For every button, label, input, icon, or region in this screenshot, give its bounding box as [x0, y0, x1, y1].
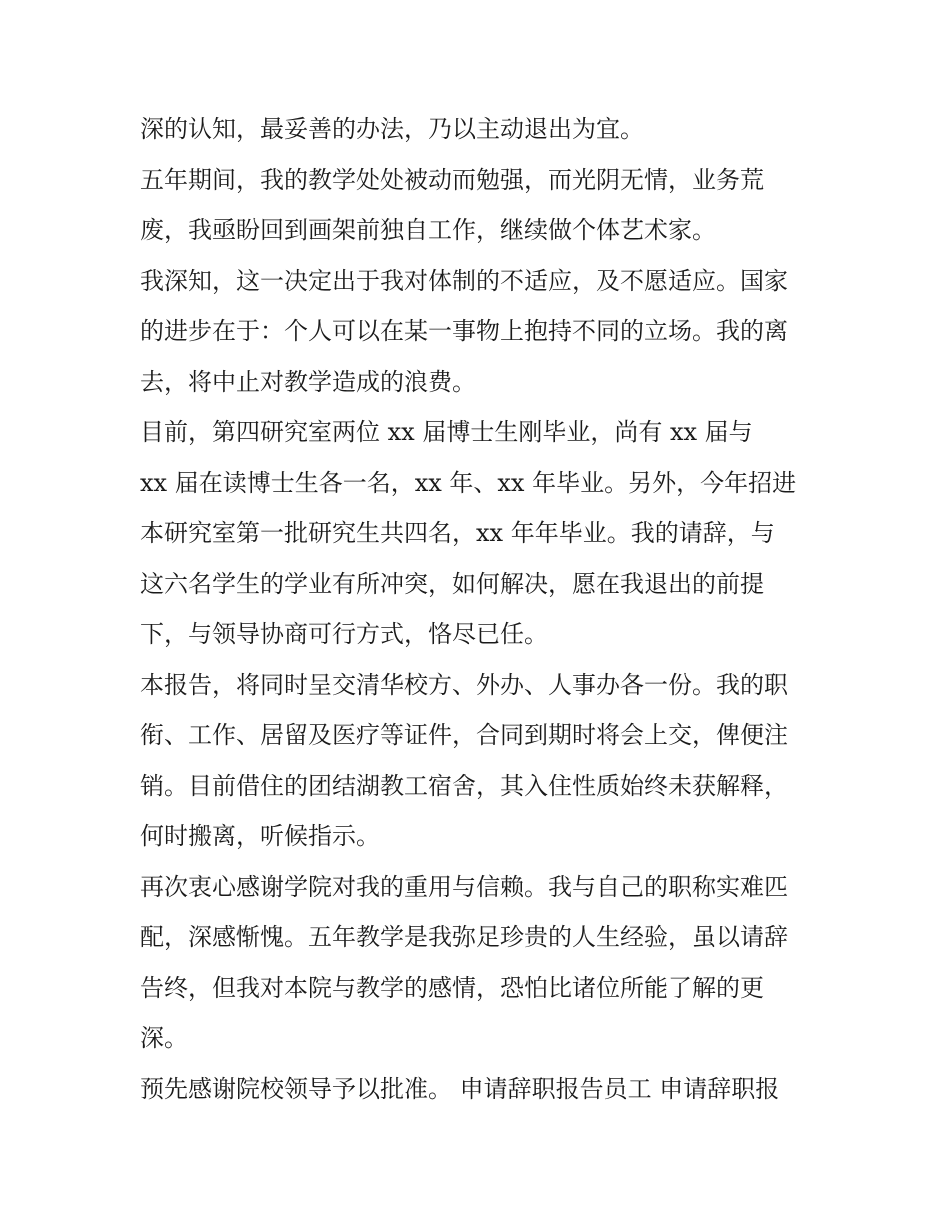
text-line: 何时搬离，听候指示。	[140, 822, 380, 850]
document-body	[140, 104, 820, 1114]
text-line: 目前，第四研究室两位 xx 届博士生刚毕业，尚有 xx 届与	[140, 418, 753, 446]
text-line: 深。	[140, 1024, 188, 1052]
text-line: 再次衷心感谢学院对我的重用与信赖。我与自己的职称实难匹	[140, 872, 788, 901]
text-line: 废，我亟盼回到画架前独自工作，继续做个体艺术家。	[140, 216, 716, 244]
text-line: 销。目前借住的团结湖教工宿舍，其入住性质始终未获解释，	[140, 771, 788, 800]
text-line: 配，深感惭愧。五年教学是我弥足珍贵的人生经验，虽以请辞	[140, 923, 788, 951]
text-line: xx 届在读博士生各一名，xx 年、xx 年毕业。另外，今年招进	[140, 468, 797, 497]
text-line: 深的认知，最妥善的办法，乃以主动退出为宜。	[140, 115, 644, 143]
text-line: 去，将中止对教学造成的浪费。	[140, 367, 476, 396]
text-line: 下，与领导协商可行方式，恪尽已任。	[140, 620, 548, 648]
text-line: 衔、工作、居留及医疗等证件，合同到期时将会上交，俾便注	[140, 721, 788, 749]
text-line: 预先感谢院校领导予以批准。 申请辞职报告员工 申请辞职报	[140, 1074, 780, 1103]
text-line: 这六名学生的学业有所冲突，如何解决，愿在我退出的前提	[140, 569, 764, 598]
text-line: 本研究室第一批研究生共四名，xx 年年毕业。我的请辞，与	[140, 519, 775, 547]
text-line: 五年期间，我的教学处处被动而勉强，而光阴无情，业务荒	[140, 165, 764, 194]
text-line: 告终，但我对本院与教学的感情，恐怕比诸位所能了解的更	[140, 973, 764, 1002]
text-line: 的进步在于：个人可以在某一事物上抱持不同的立场。我的离	[140, 317, 788, 345]
text-line: 我深知，这一决定出于我对体制的不适应，及不愿适应。国家	[140, 266, 788, 295]
text-line: 本报告，将同时呈交清华校方、外办、人事办各一份。我的职	[140, 670, 788, 699]
